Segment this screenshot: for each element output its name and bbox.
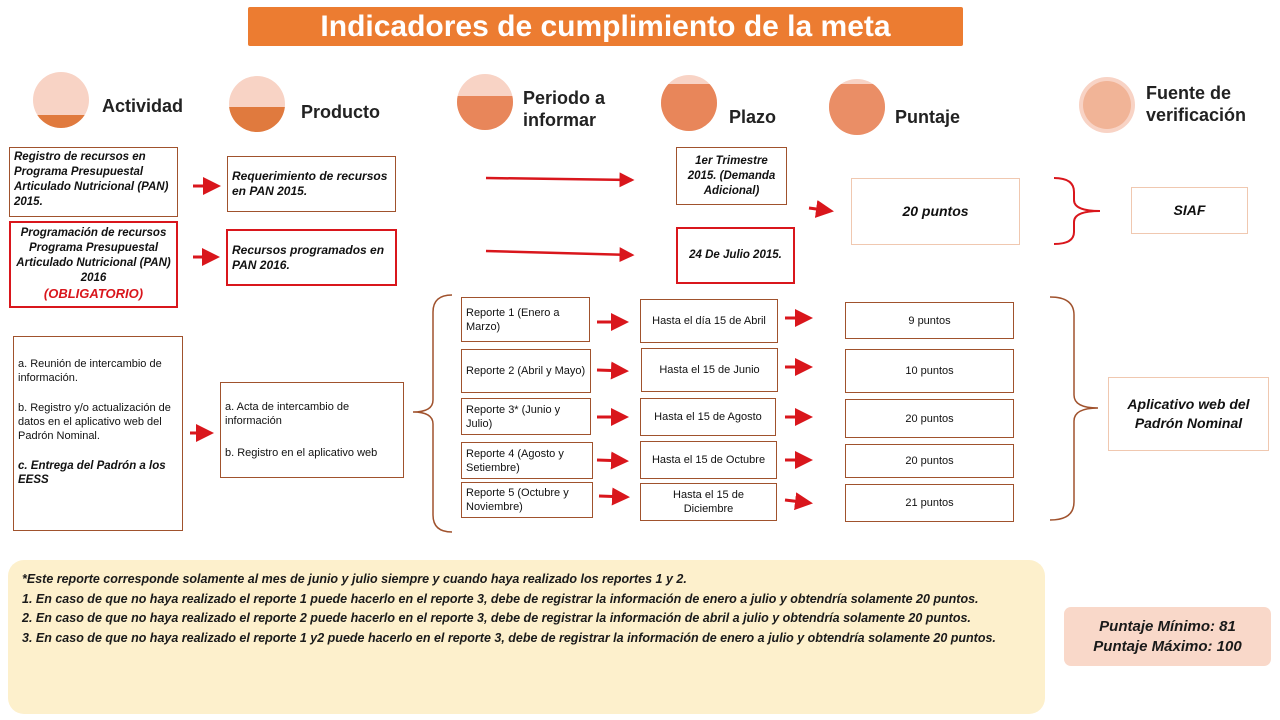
puntaje-reporte-3: 20 puntos xyxy=(845,399,1014,438)
actividad-padron-c: c. Entrega del Padrón a los EESS xyxy=(18,460,166,486)
header-producto: Producto xyxy=(301,102,380,122)
plazo-reporte-1: Hasta el día 15 de Abril xyxy=(640,299,778,343)
periodo-reporte-4: Reporte 4 (Agosto y Setiembre) xyxy=(461,442,593,479)
plazo-reporte-2: Hasta el 15 de Junio xyxy=(641,348,778,392)
brace-icon xyxy=(1054,178,1100,244)
arrow-icon xyxy=(486,251,632,255)
periodo-reporte-3: Reporte 3* (Junio y Julio) xyxy=(461,398,591,435)
header-plazo: Plazo xyxy=(729,107,777,127)
puntaje-reporte-2: 10 puntos xyxy=(845,349,1014,393)
score-max: Puntaje Máximo: 100 xyxy=(1093,637,1242,655)
periodo-reporte-2: Reporte 2 (Abril y Mayo) xyxy=(461,349,591,393)
brace-icon xyxy=(1050,297,1098,520)
fuente-siaf: SIAF xyxy=(1131,187,1248,234)
actividad-pan-2016-text: Programación de recursos Programa Presupuestal Articulado Nutricional (PAN) 2016 xyxy=(16,227,171,284)
header-fuente-line1: Fuente de xyxy=(1146,83,1232,103)
footnote-line-2: 2. En caso de que no haya realizado el reporte 2 puede hacerlo en el reporte 3, debe de registrar la información de abril a julio y obtendría solamente 20 puntos. xyxy=(22,611,971,625)
plazo-pan-2016: 24 De Julio 2015. xyxy=(676,227,795,284)
producto-padron-a: a. Acta de intercambio de información xyxy=(225,401,350,427)
periodo-reporte-1: Reporte 1 (Enero a Marzo) xyxy=(461,297,590,342)
puntaje-reporte-5: 21 puntos xyxy=(845,484,1014,522)
footnote-line-0: *Este reporte corresponde solamente al mes de junio y julio siempre y cuando haya realizado los reportes 1 y 2. xyxy=(22,572,687,586)
producto-padron-b: b. Registro en el aplicativo web xyxy=(225,447,378,459)
plazo-reporte-4: Hasta el 15 de Octubre xyxy=(640,441,777,479)
arrow-icon xyxy=(597,370,626,371)
footnote-line-1: 1. En caso de que no haya realizado el reporte 1 puede hacerlo en el reporte 3, debe de registrar la información de enero a julio y obtendría solamente 20 puntos. xyxy=(22,591,979,606)
score-summary xyxy=(1064,607,1271,666)
obligatorio-label: (OBLIGATORIO) xyxy=(43,286,144,301)
header-periodo-line2: informar xyxy=(523,110,597,130)
periodo-reporte-5: Reporte 5 (Octubre y Noviembre) xyxy=(461,482,593,518)
actividad-padron-b: b. Registro y/o actualización de datos en el aplicativo web del Padrón Nominal. xyxy=(18,402,171,442)
arrow-icon xyxy=(785,500,810,503)
plazo-reporte-3: Hasta el 15 de Agosto xyxy=(640,398,776,436)
actividad-padron-a: a. Reunión de intercambio de información. xyxy=(18,358,162,384)
fuente-aplicativo: Aplicativo web del Padrón Nominal xyxy=(1108,377,1269,451)
arrow-icon xyxy=(597,460,626,461)
header-periodo-line1: Periodo a xyxy=(523,88,606,108)
plazo-reporte-5: Hasta el 15 de Diciembre xyxy=(640,483,777,521)
actividad-pan-2015: Registro de recursos en Programa Presupuestal Articulado Nutricional (PAN) 2015. xyxy=(9,147,178,217)
header-actividad: Actividad xyxy=(102,96,184,116)
producto-pan-2015: Requerimiento de recursos en PAN 2015. xyxy=(227,156,396,212)
header-fuente-line2: verificación xyxy=(1146,105,1247,125)
brace-icon xyxy=(413,295,452,532)
puntaje-reporte-1: 9 puntos xyxy=(845,302,1014,339)
arrow-icon xyxy=(599,496,627,497)
puntaje-pan: 20 puntos xyxy=(851,178,1020,245)
producto-pan-2016: Recursos programados en PAN 2016. xyxy=(226,229,397,286)
footnote-panel xyxy=(8,560,1045,714)
header-puntaje: Puntaje xyxy=(895,107,961,127)
arrow-icon xyxy=(486,178,632,180)
footnote-line-3: 3. En caso de que no haya realizado el reporte 1 y2 puede hacerlo en el reporte 3, debe de registrar la información de enero a julio y obtendría solamente 20 puntos. xyxy=(22,630,996,645)
page-title: Indicadores de cumplimiento de la meta xyxy=(248,7,963,46)
plazo-pan-2015: 1er Trimestre 2015. (Demanda Adicional) xyxy=(676,147,787,205)
puntaje-reporte-4: 20 puntos xyxy=(845,444,1014,478)
score-min: Puntaje Mínimo: 81 xyxy=(1099,617,1236,635)
arrow-icon xyxy=(809,208,831,211)
